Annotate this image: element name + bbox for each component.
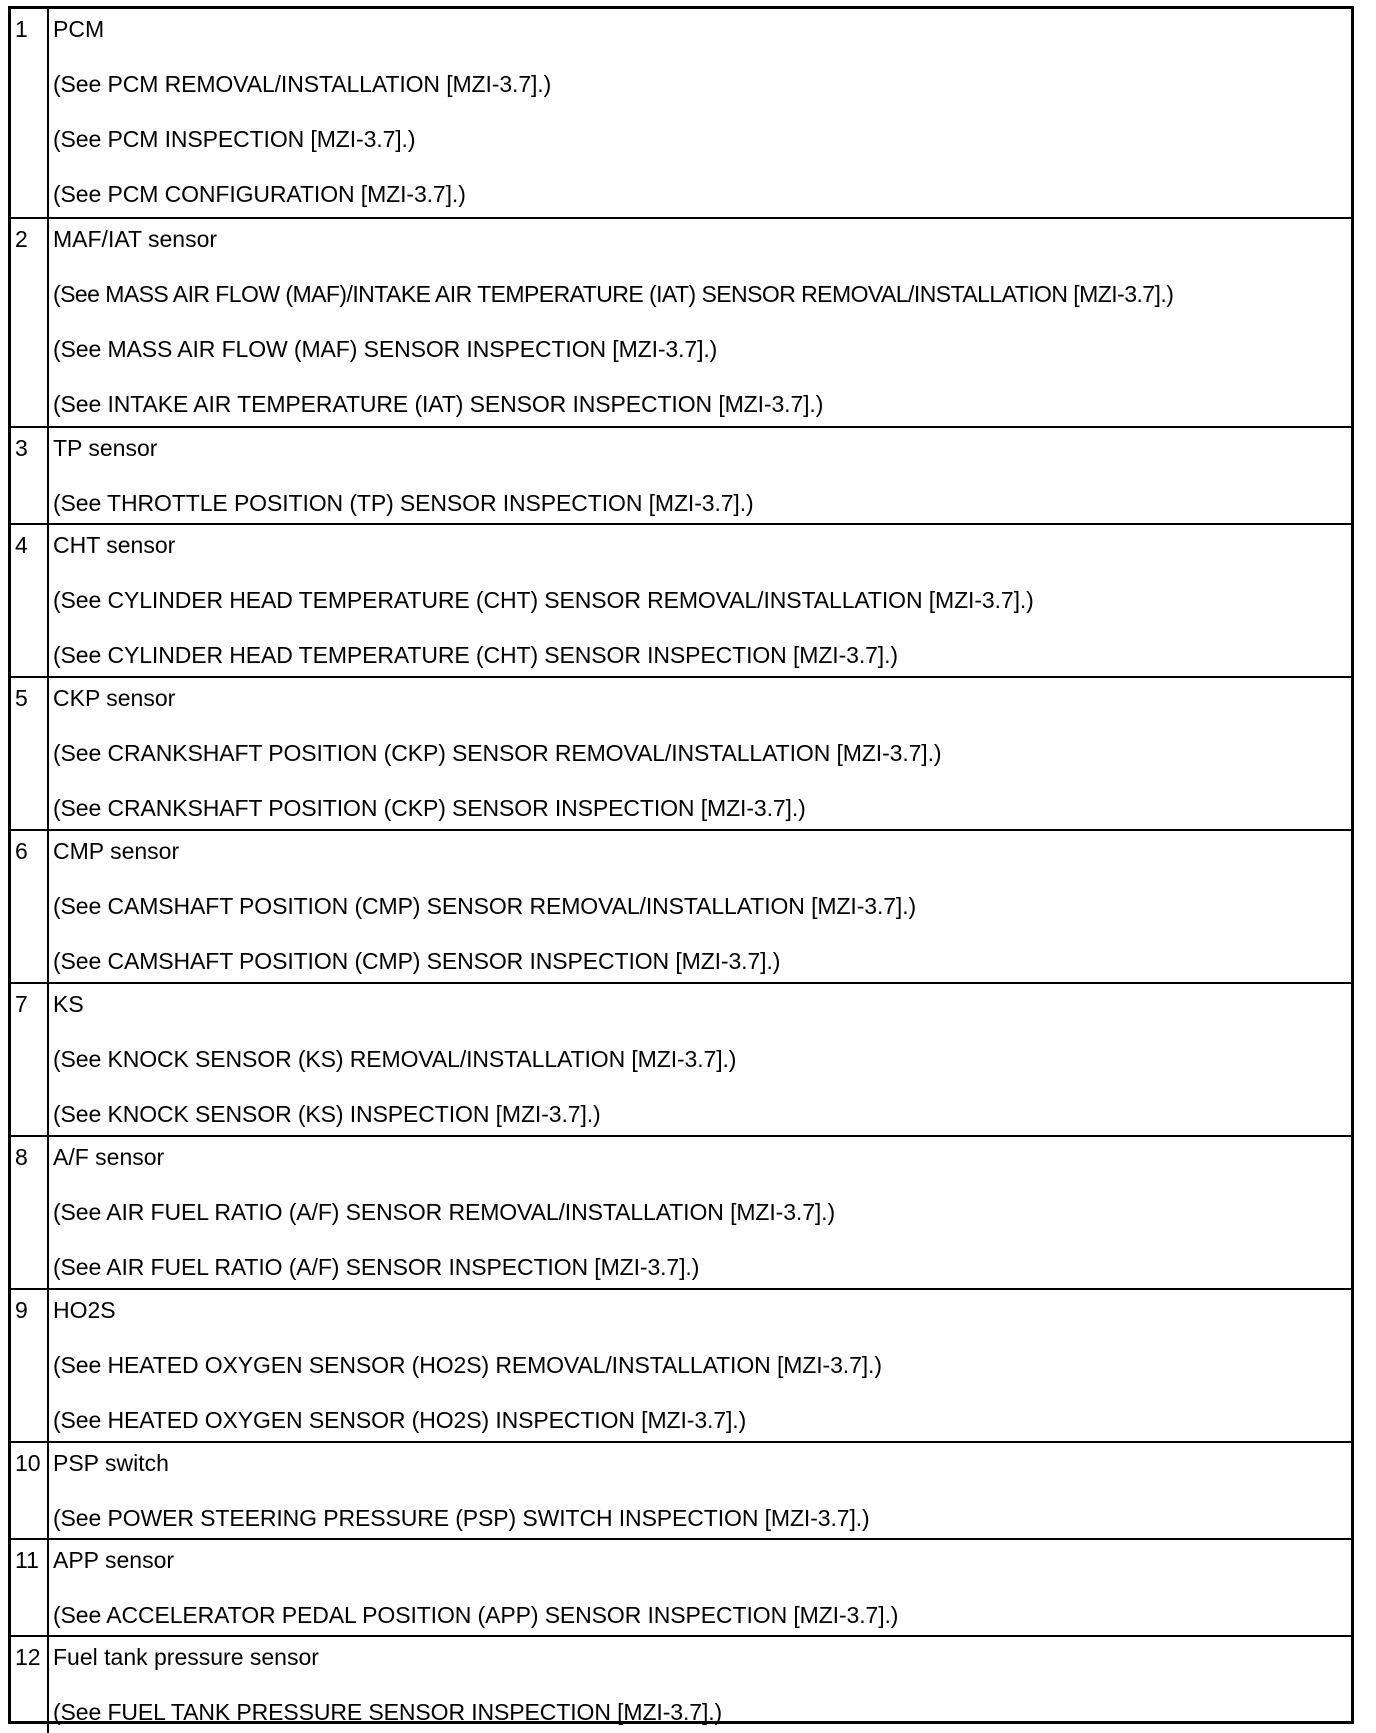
reference-link[interactable]: (See FUEL TANK PRESSURE SENSOR INSPECTION [MZI-3.7].): [53, 1699, 723, 1725]
reference-link[interactable]: (See PCM CONFIGURATION [MZI-3.7].): [53, 181, 466, 207]
component-name: HO2S: [53, 1297, 116, 1323]
row-content-cell: [48, 983, 1351, 1136]
row-number: 12: [15, 1644, 41, 1670]
reference-link[interactable]: (See HEATED OXYGEN SENSOR (HO2S) INSPECTION [MZI-3.7].): [53, 1407, 747, 1433]
reference-link[interactable]: (See ACCELERATOR PEDAL POSITION (APP) SENSOR INSPECTION [MZI-3.7].): [53, 1602, 899, 1628]
component-name: A/F sensor: [53, 1144, 165, 1170]
row-number: 7: [15, 991, 28, 1017]
reference-link[interactable]: (See CYLINDER HEAD TEMPERATURE (CHT) SENSOR REMOVAL/INSTALLATION [MZI-3.7].): [53, 587, 1034, 613]
row-content-cell: [48, 427, 1351, 524]
table-row: [11, 983, 1351, 1136]
reference-link[interactable]: (See HEATED OXYGEN SENSOR (HO2S) REMOVAL/INSTALLATION [MZI-3.7].): [53, 1352, 882, 1378]
row-number: 10: [15, 1450, 41, 1476]
reference-link[interactable]: (See AIR FUEL RATIO (A/F) SENSOR REMOVAL/INSTALLATION [MZI-3.7].): [53, 1199, 836, 1225]
row-content-cell: [48, 1539, 1351, 1636]
row-content-cell: [48, 218, 1351, 427]
table-row: [11, 1289, 1351, 1442]
row-number-cell: [11, 1136, 48, 1289]
component-name: Fuel tank pressure sensor: [53, 1644, 319, 1670]
table-row: [11, 677, 1351, 830]
table-row: [11, 218, 1351, 427]
component-name: CMP sensor: [53, 838, 180, 864]
table-row: [11, 1539, 1351, 1636]
reference-link[interactable]: (See MASS AIR FLOW (MAF) SENSOR INSPECTION [MZI-3.7].): [53, 336, 718, 362]
row-number: 11: [15, 1547, 39, 1573]
row-content-cell: [48, 9, 1351, 218]
component-name: CHT sensor: [53, 532, 176, 558]
reference-link[interactable]: (See INTAKE AIR TEMPERATURE (IAT) SENSOR INSPECTION [MZI-3.7].): [53, 391, 824, 417]
reference-link[interactable]: (See KNOCK SENSOR (KS) INSPECTION [MZI-3.7].): [53, 1101, 601, 1127]
row-number: 6: [15, 838, 28, 864]
table-row: [11, 427, 1351, 524]
row-content-cell: [48, 1136, 1351, 1289]
component-name: PSP switch: [53, 1450, 169, 1476]
row-number-cell: [11, 983, 48, 1136]
row-content-cell: [48, 524, 1351, 677]
component-reference-table: [8, 6, 1354, 1724]
row-content-cell: [48, 677, 1351, 830]
row-number: 1: [15, 16, 28, 42]
reference-link[interactable]: (See CRANKSHAFT POSITION (CKP) SENSOR REMOVAL/INSTALLATION [MZI-3.7].): [53, 740, 942, 766]
row-number-cell: [11, 1442, 48, 1539]
row-number: 5: [15, 685, 28, 711]
row-number-cell: [11, 830, 48, 983]
row-number-cell: [11, 524, 48, 677]
row-number-cell: [11, 1289, 48, 1442]
row-number-cell: [11, 1539, 48, 1636]
row-content-cell: [48, 1442, 1351, 1539]
table-row: [11, 830, 1351, 983]
component-name: APP sensor: [53, 1547, 175, 1573]
row-number: 2: [15, 226, 28, 252]
table-row: [11, 1442, 1351, 1539]
row-content-cell: [48, 1289, 1351, 1442]
table-row: [11, 9, 1351, 218]
component-name: MAF/IAT sensor: [53, 226, 218, 252]
row-number-cell: [11, 9, 48, 218]
row-number-cell: [11, 1636, 48, 1733]
reference-link[interactable]: (See THROTTLE POSITION (TP) SENSOR INSPECTION [MZI-3.7].): [53, 490, 754, 516]
reference-link[interactable]: (See PCM REMOVAL/INSTALLATION [MZI-3.7].): [53, 71, 552, 97]
component-name: CKP sensor: [53, 685, 176, 711]
row-number: 4: [15, 532, 28, 558]
component-name: TP sensor: [53, 435, 158, 461]
row-number: 8: [15, 1144, 28, 1170]
reference-link[interactable]: (See CYLINDER HEAD TEMPERATURE (CHT) SENSOR INSPECTION [MZI-3.7].): [53, 642, 898, 668]
reference-link[interactable]: (See CAMSHAFT POSITION (CMP) SENSOR REMOVAL/INSTALLATION [MZI-3.7].): [53, 893, 917, 919]
reference-link[interactable]: (See KNOCK SENSOR (KS) REMOVAL/INSTALLATION [MZI-3.7].): [53, 1046, 737, 1072]
reference-link[interactable]: (See CRANKSHAFT POSITION (CKP) SENSOR INSPECTION [MZI-3.7].): [53, 795, 806, 821]
component-name: KS: [53, 991, 84, 1017]
row-number-cell: [11, 218, 48, 427]
component-name: PCM: [53, 16, 105, 42]
row-number-cell: [11, 427, 48, 524]
row-content-cell: [48, 1636, 1351, 1733]
reference-table: [11, 9, 1351, 1733]
reference-link[interactable]: (See PCM INSPECTION [MZI-3.7].): [53, 126, 416, 152]
row-number: 9: [15, 1297, 28, 1323]
table-row: [11, 524, 1351, 677]
table-row: [11, 1136, 1351, 1289]
row-number-cell: [11, 677, 48, 830]
reference-link[interactable]: (See MASS AIR FLOW (MAF)/INTAKE AIR TEMPERATURE (IAT) SENSOR REMOVAL/INSTALLATION [MZI-3.7].): [53, 281, 1174, 307]
row-content-cell: [48, 830, 1351, 983]
table-row: [11, 1636, 1351, 1733]
reference-link[interactable]: (See POWER STEERING PRESSURE (PSP) SWITCH INSPECTION [MZI-3.7].): [53, 1505, 870, 1531]
reference-link[interactable]: (See CAMSHAFT POSITION (CMP) SENSOR INSPECTION [MZI-3.7].): [53, 948, 781, 974]
reference-link[interactable]: (See AIR FUEL RATIO (A/F) SENSOR INSPECTION [MZI-3.7].): [53, 1254, 700, 1280]
row-number: 3: [15, 435, 28, 461]
